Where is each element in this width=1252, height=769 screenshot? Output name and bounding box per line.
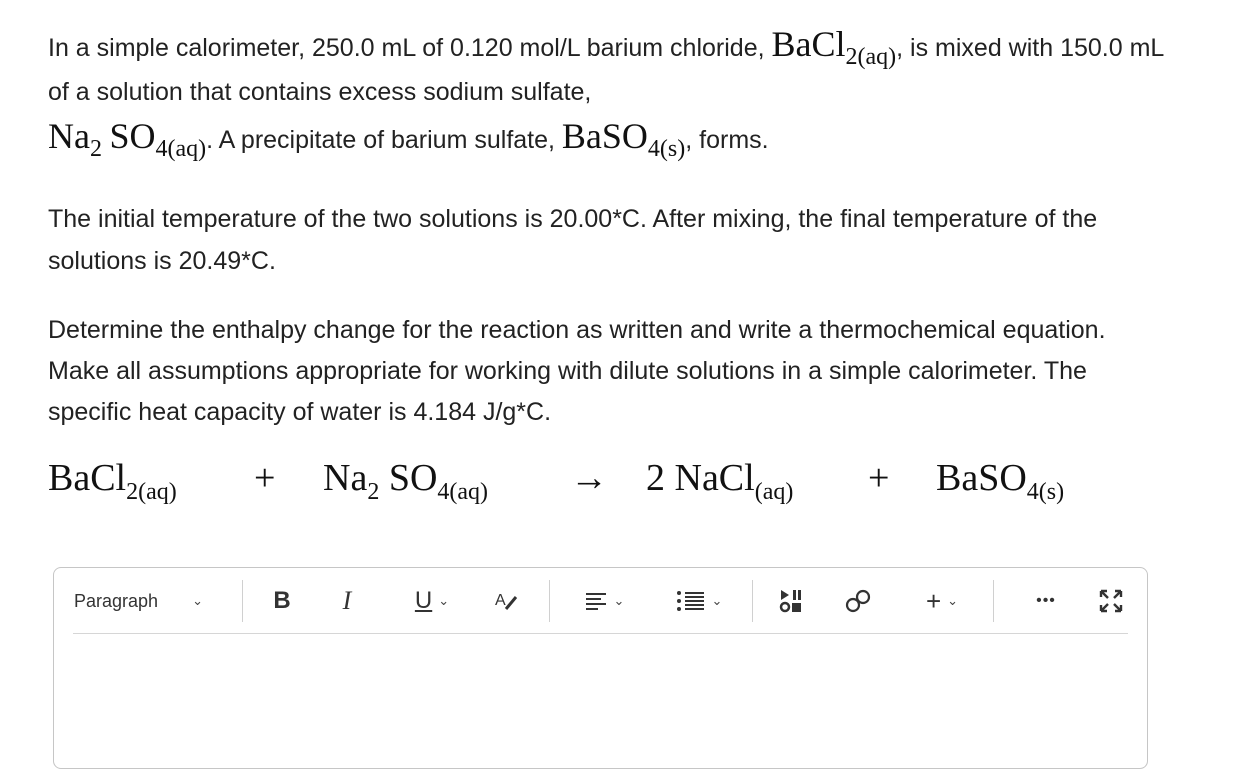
- question-text: . A precipitate of barium sulfate,: [206, 126, 562, 154]
- product-nacl: 2 NaCl$_{(aq)}$: [646, 457, 794, 505]
- reaction-arrow: →: [570, 457, 608, 499]
- toolbar-separator-line: [73, 633, 1128, 634]
- plus-sign: +: [868, 457, 890, 499]
- formula-na2so4: $Na_2$ $SO_{4(aq)}$: [48, 116, 207, 162]
- svg-text:A: A: [495, 592, 506, 609]
- alignment-dropdown[interactable]: [572, 586, 636, 616]
- chemical-equation: [48, 456, 1198, 516]
- rich-text-editor: [53, 567, 1148, 769]
- insert-more-dropdown[interactable]: [912, 586, 972, 616]
- toolbar-divider: [242, 580, 243, 622]
- block-format-label: Paragraph: [74, 590, 159, 611]
- question-paragraph-1: [48, 22, 1168, 162]
- font-style-icon: [492, 589, 520, 613]
- chevron-down-icon: ⌄: [438, 593, 450, 608]
- formula-bacl2: BaCl$_{2(aq)}$: [771, 24, 897, 70]
- chevron-down-icon: ⌄: [613, 593, 625, 608]
- editor-content-area[interactable]: [73, 638, 1128, 748]
- bullet-list-icon: [676, 589, 706, 613]
- plus-sign: +: [254, 457, 276, 499]
- chevron-down-icon: ⌄: [711, 593, 723, 608]
- question-text: , forms.: [685, 126, 769, 154]
- chevron-down-icon: ⌄: [192, 593, 203, 608]
- underline-icon: U: [414, 587, 433, 614]
- insert-link-button[interactable]: [840, 586, 876, 616]
- question-paragraph-2: The initial temperature of the two solutions is 20.00*C. After mixing, the final temperature of the solutions is 20.49*C.: [48, 205, 1098, 275]
- toolbar-divider: [993, 580, 994, 622]
- media-icon: [778, 588, 804, 614]
- question-text: , is mixed with 150.0 mL of a solution that contains excess sodium sulfate,: [48, 34, 1164, 106]
- italic-button[interactable]: I: [342, 586, 352, 615]
- fullscreen-button[interactable]: [1094, 586, 1128, 616]
- plus-icon: +: [925, 585, 942, 616]
- text-style-button[interactable]: [488, 586, 524, 616]
- toolbar-divider: [549, 580, 550, 622]
- link-icon: [844, 588, 872, 614]
- editor-toolbar: [54, 568, 1147, 634]
- question-text: In a simple calorimeter, 250.0 mL of 0.120 mol/L barium chloride,: [48, 34, 772, 62]
- underline-dropdown[interactable]: [402, 586, 462, 616]
- block-format-dropdown[interactable]: [74, 586, 224, 616]
- reactant-bacl2: BaCl$_{2(aq)}$: [48, 457, 177, 505]
- more-options-button[interactable]: •••: [1036, 592, 1056, 609]
- toolbar-divider: [752, 580, 753, 622]
- align-left-icon: [584, 590, 608, 612]
- chevron-down-icon: ⌄: [947, 593, 959, 608]
- bold-button[interactable]: B: [273, 587, 291, 614]
- question-paragraph-3: Determine the enthalpy change for the reaction as written and write a thermochemical equation. Make all assumptions appropriate for working with dilute solutions in a simple calorimeter. The specific heat capacity of water is 4.184 J/g*C.: [48, 316, 1106, 426]
- list-dropdown[interactable]: [666, 586, 732, 616]
- insert-media-button[interactable]: [774, 586, 808, 616]
- expand-icon: [1098, 588, 1124, 614]
- formula-baso4: BaSO$_{4(s)}$: [561, 116, 686, 162]
- reactant-na2so4: $Na_2$ $SO_{4(aq)}$: [323, 457, 489, 505]
- product-baso4: BaSO$_{4(s)}$: [936, 457, 1065, 505]
